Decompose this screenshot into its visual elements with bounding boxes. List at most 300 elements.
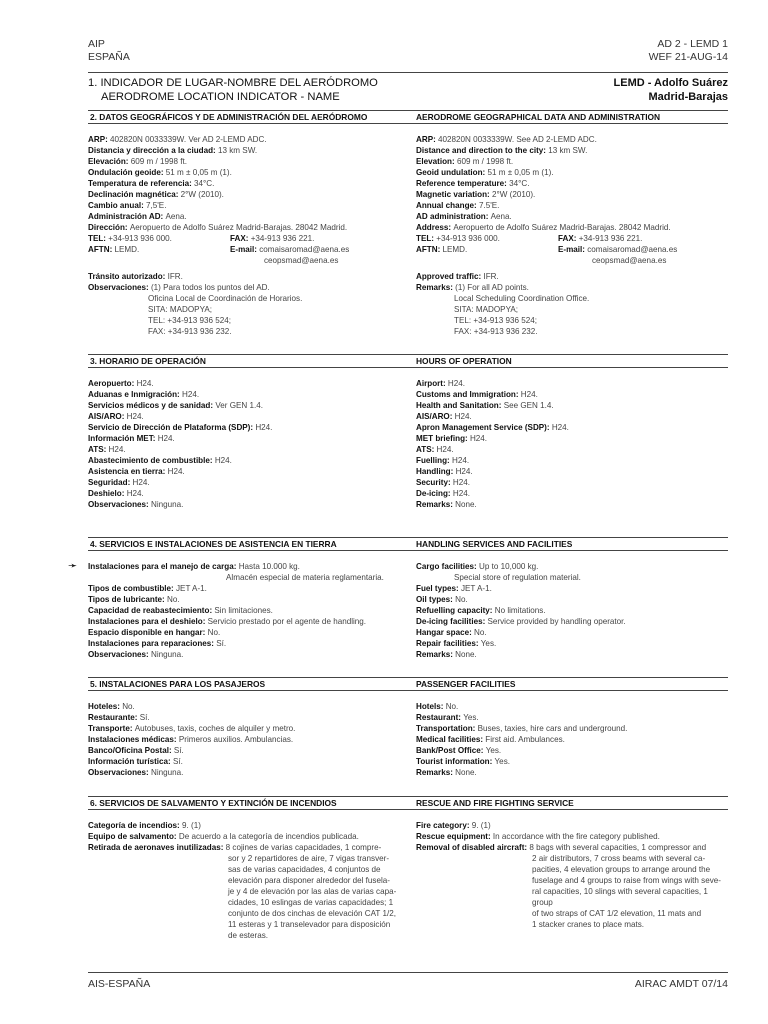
section-5-heading-en: PASSENGER FACILITIES <box>416 679 516 689</box>
field-row <box>88 745 398 756</box>
field-label: Ondulación geoide: <box>88 168 166 177</box>
field-value: Servicio prestado por el agente de handling. <box>207 617 367 626</box>
section-5-en <box>416 701 726 778</box>
field-value: 2°W (2010). <box>180 190 224 199</box>
text-line: SITA: MADOPYA; <box>454 305 519 314</box>
field-label: De-icing facilities: <box>416 617 488 626</box>
field-value: H24. <box>452 489 470 498</box>
fax-en: +34-913 936 221. <box>578 234 643 243</box>
field-value: H24. <box>126 489 144 498</box>
section-2-heading-es: 2. DATOS GEOGRÁFICOS Y DE ADMINISTRACIÓN DEL AERÓDROMO <box>90 112 368 122</box>
footer-publisher: AIS-ESPAÑA <box>88 978 151 990</box>
field-label: Geoid undulation: <box>416 168 488 177</box>
field-label: Security: <box>416 478 453 487</box>
field-label: Instalaciones para el deshielo: <box>88 617 208 626</box>
aftn-en: LEMD. <box>442 245 468 254</box>
field-row <box>416 701 726 712</box>
text-line: 1 stacker cranes to place mats. <box>532 920 645 929</box>
field-label: Rescue equipment: <box>416 832 493 841</box>
field-label: Elevation: <box>416 157 457 166</box>
amendment-arrow-icon: ➛ <box>68 560 78 572</box>
field-label: Aeropuerto: <box>88 379 137 388</box>
field-value: Yes. <box>485 746 502 755</box>
contact-row-en: TEL: +34-913 936 000. FAX: +34-913 936 221. <box>416 234 643 243</box>
field-row <box>88 488 398 499</box>
field-value: H24. <box>108 445 126 454</box>
field-label: Información MET: <box>88 434 158 443</box>
field-label: Reference temperature: <box>416 179 510 188</box>
field-value: Yes. <box>463 713 479 722</box>
field-row <box>88 583 398 594</box>
field-value: Sin limitaciones. <box>214 606 273 615</box>
field-label: Remarks: <box>416 650 456 659</box>
field-row <box>88 411 398 422</box>
field-value: H24. <box>182 390 200 399</box>
field-row <box>88 712 398 723</box>
field-value: First aid. Ambulances. <box>485 735 565 744</box>
section-2 <box>88 110 728 354</box>
contact-row-es: TEL: +34-913 936 000. FAX: +34-913 936 221. <box>88 234 315 243</box>
field-row <box>416 594 726 605</box>
removal-en: 8 bags with several capacities, 1 compressor and <box>529 843 707 852</box>
field-value: Sí. <box>173 757 183 766</box>
field-row <box>416 200 726 211</box>
field-label: Hoteles: <box>88 702 123 711</box>
field-value: See GEN 1.4. <box>503 401 554 410</box>
field-row <box>416 767 726 778</box>
field-label: Información turística: <box>88 757 173 766</box>
field-value: H24. <box>447 379 466 388</box>
field-value: No. <box>474 628 487 637</box>
field-value: Ver GEN 1.4. <box>215 401 263 410</box>
field-value: 609 m / 1998 ft. <box>456 157 514 166</box>
field-value: Aena. <box>490 212 512 221</box>
field-row <box>416 605 726 616</box>
phone-en: +34-913 936 000. <box>436 234 500 243</box>
field-row <box>88 756 398 767</box>
field-value: Sí. <box>173 746 184 755</box>
text-line: Local Scheduling Coordination Office. <box>454 294 590 303</box>
text-line: FAX: +34-913 936 232. <box>454 327 538 336</box>
field-row <box>416 156 726 167</box>
field-value: 51 m ± 0,05 m (1). <box>487 168 554 177</box>
field-value: H24. <box>454 412 472 421</box>
field-row <box>88 616 398 627</box>
field-label: AIS/ARO: <box>416 412 455 421</box>
field-label: Tipos de lubricante: <box>88 595 168 604</box>
field-value: No limitations. <box>494 606 546 615</box>
section-6 <box>88 796 728 956</box>
field-label: Oil types: <box>416 595 456 604</box>
field-value: None. <box>455 650 477 659</box>
section-2-es: ARP: 402820N 0033339W. Ver AD 2-LEMD ADC. Distancia y dirección a la ciudad: 13 km SW. Elevación: 609 m / 1998 ft. Ondulación geoide: 51 m ± 0,05 m (1). Temperatura de referencia: 34°C. Declinación magnética: 2°W (2010). Cambio anual: 7,5'E. Administración AD: Aena. Dirección: Aeropuerto de Adolfo Suárez Madrid-Barajas. 28042 Madrid. TEL: +34-913 936 000. FAX: +34-913 936 221. AFTN: LEMD. E-mail: comaisaromad@aena.es ceopsmad@aena.es Tránsito autorizado: IFR. Observaciones: (1) Para todos los puntos del AD. Oficina Local de Coordinación de Horarios. SITA: MADOPYA; TEL: +34-913 936 524; FAX: +34-913 936 232. <box>88 134 398 337</box>
section-6-heading <box>88 796 728 810</box>
field-row <box>88 594 398 605</box>
field-value: H24. <box>551 423 569 432</box>
field-label: ATS: <box>88 445 109 454</box>
field-value: Ninguna. <box>150 500 184 509</box>
field-row <box>88 499 398 510</box>
field-label: Dirección: <box>88 223 130 232</box>
field-label: Capacidad de reabastecimiento: <box>88 606 215 615</box>
field-label: AD administration: <box>416 212 491 221</box>
field-row <box>416 178 726 189</box>
field-row <box>88 701 398 712</box>
field-row <box>88 831 398 842</box>
field-value: Primeros auxilios. Ambulancias. <box>178 735 294 744</box>
phone-es: +34-913 936 000. <box>108 234 172 243</box>
section-6-heading-es: 6. SERVICIOS DE SALVAMENTO Y EXTINCIÓN DE INCENDIOS <box>90 798 337 808</box>
field-value: No. <box>207 628 221 637</box>
aerodrome-name-line1: LEMD - Adolfo Suárez <box>613 77 728 89</box>
section-3-heading <box>88 354 728 368</box>
field-label: Tipos de combustible: <box>88 584 176 593</box>
field-label: De-icing: <box>416 489 453 498</box>
field-label: Servicios médicos y de sanidad: <box>88 401 216 410</box>
field-row <box>88 477 398 488</box>
section-4-heading-es: 4. SERVICIOS E INSTALACIONES DE ASISTENCIA EN TIERRA <box>90 539 337 549</box>
page-header <box>88 38 728 72</box>
field-row <box>416 831 726 842</box>
field-label: Declinación magnética: <box>88 190 181 199</box>
field-label: Remarks: <box>416 768 456 777</box>
text-line: sor y 2 repartidores de aire, 7 vigas transver- <box>228 854 390 863</box>
field-label: Fire category: <box>416 821 472 830</box>
text-line: ral capacities, 10 slings with several capacities, 1 group <box>532 887 708 907</box>
field-label: Transportation: <box>416 724 478 733</box>
field-label: Cambio anual: <box>88 201 147 210</box>
field-value: 9. (1) <box>182 821 201 830</box>
field-label: Refuelling capacity: <box>416 606 495 615</box>
field-label: Servicio de Dirección de Plataforma (SDP): <box>88 423 256 432</box>
field-label: ATS: <box>416 445 437 454</box>
field-label: Aduanas e Inmigración: <box>88 390 182 399</box>
field-value: Service provided by handling operator. <box>487 617 626 626</box>
field-row <box>416 723 726 734</box>
field-value: Sí. <box>216 639 227 648</box>
header-country: ESPAÑA <box>88 51 130 63</box>
field-value: 9. (1) <box>471 821 491 830</box>
footer-amendment: AIRAC AMDT 07/14 <box>634 978 728 990</box>
field-row <box>88 649 398 660</box>
field-value: H24. <box>136 379 154 388</box>
field-row <box>88 211 398 222</box>
field-label: Customs and Immigration: <box>416 390 521 399</box>
field-row <box>416 455 726 466</box>
aip-page <box>68 38 728 998</box>
field-row <box>88 167 398 178</box>
field-row <box>416 378 726 389</box>
field-row <box>88 638 398 649</box>
section-4 <box>68 537 728 677</box>
section-4-heading-en: HANDLING SERVICES AND FACILITIES <box>416 539 573 549</box>
field-row <box>416 756 726 767</box>
field-row <box>416 638 726 649</box>
section-3-heading-es: 3. HORARIO DE OPERACIÓN <box>90 356 206 366</box>
cargo-es: Hasta 10.000 kg. <box>238 562 300 571</box>
field-row <box>88 723 398 734</box>
field-label: Distance and direction to the city: <box>416 146 549 155</box>
field-value: H24. <box>157 434 175 443</box>
section-5 <box>88 677 728 796</box>
text-line: of two straps of CAT 1/2 elevation, 11 mats and <box>532 909 702 918</box>
field-row <box>88 466 398 477</box>
field-row <box>88 156 398 167</box>
field-label: Hotels: <box>416 702 446 711</box>
remarks-es: (1) Para todos los puntos del AD. <box>150 283 270 292</box>
field-value: 34°C. <box>509 179 530 188</box>
aerodrome-name-line2: Madrid-Barajas <box>648 91 728 103</box>
field-label: Medical facilities: <box>416 735 486 744</box>
transit-es: IFR. <box>167 272 183 281</box>
field-label: Tourist information: <box>416 757 495 766</box>
email-link-es-1[interactable]: comaisaromad@aena.es <box>259 245 350 254</box>
field-label: Annual change: <box>416 201 479 210</box>
header-aip: AIP <box>88 38 105 50</box>
field-row <box>88 433 398 444</box>
field-label: Distancia y dirección a la ciudad: <box>88 146 218 155</box>
field-row <box>416 433 726 444</box>
title-es: 1. INDICADOR DE LUGAR-NOMBRE DEL AERÓDROMO <box>88 77 378 89</box>
field-value: No. <box>445 702 459 711</box>
field-value: Sí. <box>139 713 150 722</box>
field-value: H24. <box>436 445 454 454</box>
field-value: Ninguna. <box>150 650 184 659</box>
field-label: Restaurant: <box>416 713 464 722</box>
aftn-email-row-en: AFTN: LEMD. E-mail: comaisaromad@aena.es <box>416 245 678 254</box>
text-line: je y 4 de elevación por las alas de varias capa- <box>228 887 397 896</box>
page-footer <box>88 972 728 994</box>
field-label: AIS/ARO: <box>88 412 127 421</box>
field-row <box>416 389 726 400</box>
text-line: conjunto de dos cinchas de elevación CAT 1/2, <box>228 909 396 918</box>
field-value: JET A-1. <box>176 584 207 593</box>
field-row <box>88 222 398 233</box>
section-3-en <box>416 378 726 510</box>
section-2-heading <box>88 110 728 124</box>
section-3 <box>88 354 728 537</box>
email-link-es-2[interactable]: ceopsmad@aena.es <box>264 256 339 265</box>
field-row <box>88 178 398 189</box>
field-row <box>88 145 398 156</box>
text-line: sas de varias capacidades, 4 conjuntos de <box>228 865 381 874</box>
section-2-heading-en: AERODROME GEOGRAPHICAL DATA AND ADMINISTRATION <box>416 112 661 122</box>
field-label: MET briefing: <box>416 434 470 443</box>
field-value: H24. <box>132 478 150 487</box>
field-value: 609 m / 1998 ft. <box>130 157 187 166</box>
field-label: Hangar space: <box>416 628 475 637</box>
field-label: Temperatura de referencia: <box>88 179 195 188</box>
section-4-heading <box>88 537 728 551</box>
field-value: No. <box>455 595 468 604</box>
section-5-heading <box>88 677 728 691</box>
field-row <box>416 189 726 200</box>
text-line: TEL: +34-913 936 524; <box>148 316 232 325</box>
field-value: 402820N 0033339W. See AD 2-LEMD ADC. <box>438 135 597 144</box>
fax-es: +34-913 936 221. <box>250 234 315 243</box>
section-3-es <box>88 378 398 510</box>
field-value: 2°W (2010). <box>492 190 536 199</box>
text-line: TEL: +34-913 936 524; <box>454 316 538 325</box>
field-value: Aeropuerto de Adolfo Suárez Madrid-Barajas. 28042 Madrid. <box>453 223 671 232</box>
field-label: Instalaciones para reparaciones: <box>88 639 217 648</box>
transit-en: IFR. <box>483 272 499 281</box>
field-label: Banco/Oficina Postal: <box>88 746 174 755</box>
field-row <box>88 422 398 433</box>
field-value: 51 m ± 0,05 m (1). <box>165 168 232 177</box>
field-row <box>416 627 726 638</box>
field-row <box>416 400 726 411</box>
field-row <box>416 167 726 178</box>
field-value: No. <box>167 595 180 604</box>
field-value: None. <box>455 500 477 509</box>
field-label: Airport: <box>416 379 448 388</box>
field-row <box>88 820 398 831</box>
document-title <box>88 72 728 110</box>
field-label: Observaciones: <box>88 500 151 509</box>
field-row <box>416 734 726 745</box>
field-label: Handling: <box>416 467 456 476</box>
field-value: Aena. <box>165 212 187 221</box>
field-row <box>88 627 398 638</box>
field-row <box>416 422 726 433</box>
text-line: FAX: +34-913 936 232. <box>148 327 232 336</box>
field-label: Apron Management Service (SDP): <box>416 423 552 432</box>
field-value: 402820N 0033339W. Ver AD 2-LEMD ADC. <box>110 135 267 144</box>
field-value: 13 km SW. <box>548 146 588 155</box>
field-value: None. <box>455 768 477 777</box>
field-row <box>416 444 726 455</box>
field-label: Magnetic variation: <box>416 190 493 199</box>
field-row <box>88 444 398 455</box>
field-label: Transporte: <box>88 724 135 733</box>
field-value: H24. <box>214 456 232 465</box>
field-row <box>416 583 726 594</box>
section-2-en: ARP: 402820N 0033339W. See AD 2-LEMD ADC. Distance and direction to the city: 13 km SW. Elevation: 609 m / 1998 ft. Geoid undulation: 51 m ± 0,05 m (1). Reference temperature: 34°C. Magnetic variation: 2°W (2010). Annual change: 7.5'E. AD administration: Aena. Address: Aeropuerto de Adolfo Suárez Madrid-Barajas. 28042 Madrid. TEL: +34-913 936 000. FAX: +34-913 936 221. AFTN: LEMD. E-mail: comaisaromad@aena.es ceopsmad@aena.es Approved traffic: IFR. Remarks: (1) For all AD points. Local Scheduling Coordination Office. SITA: MADOPYA; TEL: +34-913 936 524; FAX: +34-913 936 232. <box>416 134 726 337</box>
email-link-en-1[interactable]: comaisaromad@aena.es <box>587 245 678 254</box>
field-value: Buses, taxies, hire cars and underground. <box>477 724 628 733</box>
field-value: In accordance with the fire category published. <box>492 832 660 841</box>
field-value: H24. <box>255 423 273 432</box>
field-label: ARP: <box>416 135 439 144</box>
field-row <box>88 189 398 200</box>
field-row <box>416 211 726 222</box>
field-value: Yes. <box>494 757 510 766</box>
section-4-es: ➛ Instalaciones para el manejo de carga: Hasta 10.000 kg. Almacén especial de materia reglamentaria. Tipos de combustible: JET A-1. Tipos de lubricante: No. Capacidad de reabastecimiento: Sin limitaciones. Instalaciones para el deshielo: Servicio prestado por el agente de handling. Espacio disponible en hangar: No. Instalaciones para reparaciones: Sí. Observaciones: Ninguna. <box>88 561 398 660</box>
field-label: Abastecimiento de combustible: <box>88 456 215 465</box>
field-label: Restaurante: <box>88 713 140 722</box>
field-label: Administración AD: <box>88 212 166 221</box>
field-row <box>416 712 726 723</box>
field-value: H24. <box>452 478 470 487</box>
section-6-es: Categoría de incendios: 9. (1) Equipo de salvamento: De acuerdo a la categoría de incendios publicada. Retirada de aeronaves inutilizadas: 8 cojines de varias capacidades, 1 compre- sor y 2 repartidores de aire, 7 vigas transver- sas de varias capacidades, 4 conjuntos de elevación para disponer alrededor del fusela- je y 4 de elevación por las alas de varias capa- cidades, 10 eslingas de varias capacidades; 1 conjunto de dos cinchas de elevación CAT 1/2, 11 esteras y 1 transelevador para disposición de esteras. <box>88 821 397 940</box>
section-6-heading-en: RESCUE AND FIRE FIGHTING SERVICE <box>416 798 574 808</box>
field-value: H24. <box>167 467 185 476</box>
field-label: Observaciones: <box>88 768 151 777</box>
field-label: Repair facilities: <box>416 639 481 648</box>
field-row <box>416 745 726 756</box>
field-value: H24. <box>469 434 488 443</box>
field-row <box>88 455 398 466</box>
field-value: No. <box>122 702 135 711</box>
field-value: H24. <box>126 412 144 421</box>
title-en: AERODROME LOCATION INDICATOR - NAME <box>101 91 340 103</box>
field-row <box>88 734 398 745</box>
field-value: H24. <box>455 467 473 476</box>
field-row <box>416 649 726 660</box>
aftn-email-row-es: AFTN: LEMD. E-mail: comaisaromad@aena.es <box>88 245 350 254</box>
field-row <box>88 767 398 778</box>
text-line: elevación para disponer alrededor del fusela- <box>228 876 390 885</box>
remarks-en: (1) For all AD points. <box>455 283 529 292</box>
text-line: Oficina Local de Coordinación de Horarios. <box>148 294 303 303</box>
field-value: Aeropuerto de Adolfo Suárez Madrid-Barajas. 28042 Madrid. <box>129 223 348 232</box>
field-value: De acuerdo a la categoría de incendios publicada. <box>178 832 359 841</box>
field-label: Seguridad: <box>88 478 133 487</box>
field-value: H24. <box>520 390 538 399</box>
field-label: ARP: <box>88 135 111 144</box>
field-row <box>416 477 726 488</box>
field-label: Espacio disponible en hangar: <box>88 628 208 637</box>
field-row <box>88 605 398 616</box>
removal-es: 8 cojines de varias capacidades, 1 compre- <box>225 843 382 852</box>
field-row <box>416 488 726 499</box>
email-link-en-2[interactable]: ceopsmad@aena.es <box>592 256 667 265</box>
text-line: de esteras. <box>228 931 269 940</box>
field-label: Fuelling: <box>416 456 452 465</box>
field-row <box>416 411 726 422</box>
field-row <box>416 222 726 233</box>
aftn-es: LEMD. <box>114 245 140 254</box>
text-line: 2 air distributors, 7 cross beams with several ca- <box>532 854 706 863</box>
field-value: 7.5'E. <box>478 201 500 210</box>
section-5-es <box>88 701 398 778</box>
field-label: Health and Sanitation: <box>416 401 504 410</box>
field-label: Observaciones: <box>88 650 151 659</box>
field-value: 7,5'E. <box>146 201 167 210</box>
section-3-heading-en: HOURS OF OPERATION <box>416 356 512 366</box>
field-value: 34°C. <box>194 179 215 188</box>
text-line: 11 esteras y 1 transelevador para disposición <box>228 920 391 929</box>
field-value: Ninguna. <box>150 768 184 777</box>
field-row <box>88 200 398 211</box>
text-line: fuselage and 4 groups to raise from wings with seve- <box>532 876 721 885</box>
field-row <box>416 616 726 627</box>
field-label: Bank/Post Office: <box>416 746 486 755</box>
field-value: JET A-1. <box>460 584 492 593</box>
text-line: cidades, 10 eslingas de varias capacidades; 1 <box>228 898 394 907</box>
field-value: H24. <box>451 456 470 465</box>
field-row <box>88 389 398 400</box>
section-4-en: Cargo facilities: Up to 10,000 kg. Special store of regulation material. Fuel types: JET A-1. Oil types: No. Refuelling capacity: No limitations. De-icing facilities: Service provided by handling operator. Hangar space: No. Repair facilities: Yes. Remarks: None. <box>416 561 726 660</box>
section-5-heading-es: 5. INSTALACIONES PARA LOS PASAJEROS <box>90 679 266 689</box>
text-line: SITA: MADOPYA; <box>148 305 213 314</box>
field-row <box>416 499 726 510</box>
text-line: pacities, 4 elevation groups to arrange around the <box>532 865 711 874</box>
field-label: Equipo de salvamento: <box>88 832 179 841</box>
field-row <box>88 378 398 389</box>
cargo-en: Up to 10,000 kg. <box>478 562 539 571</box>
field-row <box>88 134 398 145</box>
header-page-ref: AD 2 - LEMD 1 <box>657 38 728 50</box>
field-row <box>416 820 726 831</box>
field-label: Categoría de incendios: <box>88 821 182 830</box>
field-label: Fuel types: <box>416 584 461 593</box>
field-label: Elevación: <box>88 157 131 166</box>
field-label: Asistencia en tierra: <box>88 467 168 476</box>
field-label: Deshielo: <box>88 489 127 498</box>
field-label: Address: <box>416 223 454 232</box>
